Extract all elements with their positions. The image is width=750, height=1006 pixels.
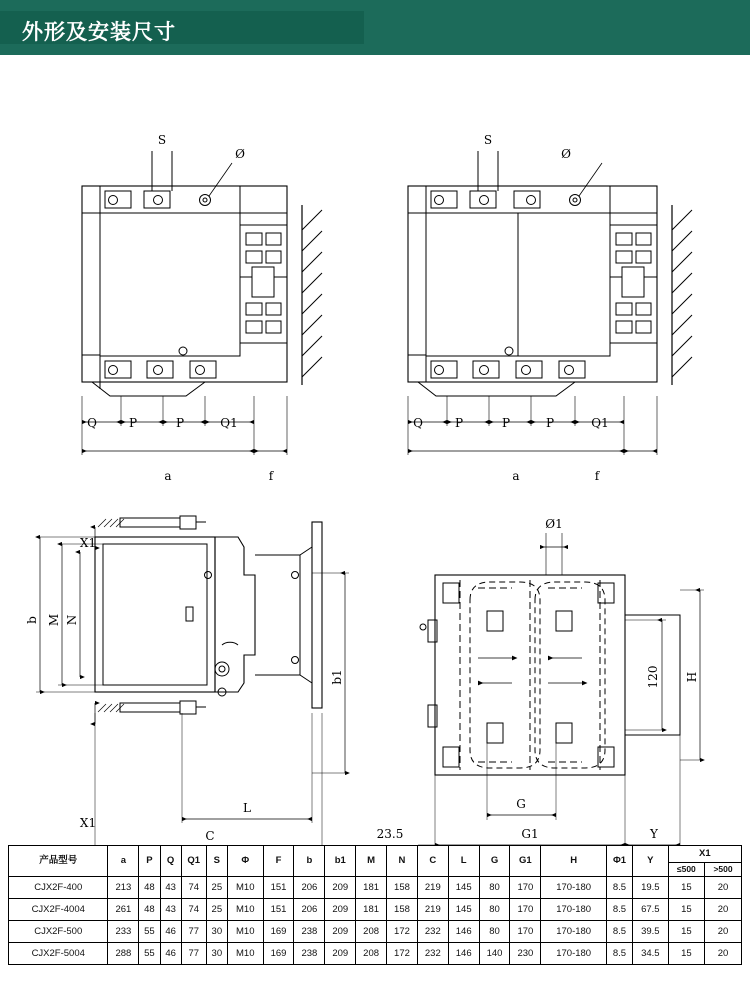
label-diameter-left: Ø bbox=[235, 147, 245, 161]
cell-X1-gt500: 20 bbox=[705, 877, 742, 899]
col-S: S bbox=[206, 846, 227, 877]
cell-phi: M10 bbox=[227, 877, 263, 899]
view-top-right bbox=[418, 533, 704, 845]
cell-G: 140 bbox=[479, 943, 510, 965]
cell-F: 169 bbox=[263, 921, 294, 943]
cell-C: 219 bbox=[417, 899, 448, 921]
page-header bbox=[0, 0, 750, 55]
col-phi: Φ bbox=[227, 846, 263, 877]
cell-H: 170-180 bbox=[541, 899, 607, 921]
label-Q-left: Q bbox=[87, 416, 97, 430]
cell-M: 208 bbox=[356, 921, 387, 943]
cell-X1-gt500: 20 bbox=[705, 921, 742, 943]
label-Y: Y bbox=[650, 827, 658, 841]
col-P: P bbox=[139, 846, 160, 877]
cell-L: 146 bbox=[448, 943, 479, 965]
cell-G: 80 bbox=[479, 921, 510, 943]
label-N: N bbox=[65, 614, 79, 626]
table-row bbox=[9, 943, 742, 965]
cell-X1-le500: 15 bbox=[668, 877, 704, 899]
cell-L: 145 bbox=[448, 877, 479, 899]
col-a: a bbox=[108, 846, 139, 877]
label-P-right-2: P bbox=[501, 416, 511, 430]
cell-N: 158 bbox=[387, 899, 418, 921]
cell-S: 30 bbox=[206, 943, 227, 965]
cell-Q: 46 bbox=[160, 921, 181, 943]
col-G1: G1 bbox=[510, 846, 541, 877]
cell-Q1: 77 bbox=[181, 943, 206, 965]
col-Q: Q bbox=[160, 846, 181, 877]
label-M: M bbox=[47, 613, 61, 627]
label-phi1: Ø1 bbox=[545, 517, 563, 531]
label-a-left: a bbox=[164, 469, 172, 483]
cell-phi1: 8.5 bbox=[606, 899, 632, 921]
table-row bbox=[9, 921, 742, 943]
cell-P: 48 bbox=[139, 899, 160, 921]
col-M: M bbox=[356, 846, 387, 877]
cell-b: 238 bbox=[294, 943, 325, 965]
cell-phi: M10 bbox=[227, 921, 263, 943]
cell-H: 170-180 bbox=[541, 921, 607, 943]
col-X1: X1 bbox=[668, 846, 741, 863]
col-C: C bbox=[417, 846, 448, 877]
cell-a: 213 bbox=[108, 877, 139, 899]
label-Q1-right: Q1 bbox=[591, 416, 609, 430]
cell-M: 181 bbox=[356, 899, 387, 921]
cell-b1: 209 bbox=[325, 943, 356, 965]
cell-H: 170-180 bbox=[541, 943, 607, 965]
col-Q1: Q1 bbox=[181, 846, 206, 877]
cell-b1: 209 bbox=[325, 877, 356, 899]
cell-M: 208 bbox=[356, 943, 387, 965]
technical-drawing bbox=[0, 55, 750, 845]
cell-S: 25 bbox=[206, 899, 227, 921]
label-S-right: S bbox=[483, 133, 493, 147]
cell-G1: 170 bbox=[510, 877, 541, 899]
label-b1: b1 bbox=[330, 669, 344, 685]
cell-G: 80 bbox=[479, 899, 510, 921]
cell-Q: 43 bbox=[160, 877, 181, 899]
cell-model: CJX2F-500 bbox=[9, 921, 108, 943]
view-front-right bbox=[408, 151, 692, 455]
cell-a: 233 bbox=[108, 921, 139, 943]
dimensions-table-wrap bbox=[8, 845, 742, 965]
col-phi1: Φ1 bbox=[606, 846, 632, 877]
cell-G1: 230 bbox=[510, 943, 541, 965]
col-X1-le500: ≤500 bbox=[668, 863, 704, 877]
label-C: C bbox=[205, 829, 215, 843]
cell-Q: 43 bbox=[160, 899, 181, 921]
cell-X1-le500: 15 bbox=[668, 921, 704, 943]
label-f-right: f bbox=[594, 469, 600, 483]
cell-N: 158 bbox=[387, 877, 418, 899]
cell-model: CJX2F-5004 bbox=[9, 943, 108, 965]
cell-P: 55 bbox=[139, 921, 160, 943]
cell-b1: 209 bbox=[325, 899, 356, 921]
col-b1: b1 bbox=[325, 846, 356, 877]
cell-model: CJX2F-400 bbox=[9, 877, 108, 899]
col-L: L bbox=[448, 846, 479, 877]
cell-M: 181 bbox=[356, 877, 387, 899]
dimensions-table bbox=[8, 845, 742, 965]
cell-Y: 19.5 bbox=[633, 877, 669, 899]
cell-Q1: 74 bbox=[181, 899, 206, 921]
cell-X1-gt500: 20 bbox=[705, 899, 742, 921]
label-Q-right: Q bbox=[413, 416, 423, 430]
label-Q1-left: Q1 bbox=[220, 416, 238, 430]
cell-Q1: 74 bbox=[181, 877, 206, 899]
label-P-left-1: P bbox=[128, 416, 138, 430]
cell-C: 219 bbox=[417, 877, 448, 899]
view-front-left bbox=[82, 151, 322, 455]
label-L: L bbox=[243, 801, 251, 815]
cell-a: 261 bbox=[108, 899, 139, 921]
col-F: F bbox=[263, 846, 294, 877]
label-G: G bbox=[516, 797, 526, 811]
cell-b: 206 bbox=[294, 899, 325, 921]
col-G: G bbox=[479, 846, 510, 877]
label-S-left: S bbox=[157, 133, 167, 147]
label-X1-top: X1 bbox=[79, 536, 97, 550]
label-diameter-right: Ø bbox=[561, 147, 571, 161]
label-H: H bbox=[685, 671, 699, 683]
label-P-right-1: P bbox=[454, 416, 464, 430]
cell-N: 172 bbox=[387, 921, 418, 943]
cell-C: 232 bbox=[417, 943, 448, 965]
cell-L: 145 bbox=[448, 899, 479, 921]
cell-F: 169 bbox=[263, 943, 294, 965]
col-b: b bbox=[294, 846, 325, 877]
cell-S: 30 bbox=[206, 921, 227, 943]
cell-P: 48 bbox=[139, 877, 160, 899]
label-235: 23.5 bbox=[376, 827, 404, 841]
label-P-left-2: P bbox=[175, 416, 185, 430]
label-X1-bottom: X1 bbox=[79, 816, 97, 830]
cell-F: 151 bbox=[263, 877, 294, 899]
col-H: H bbox=[541, 846, 607, 877]
cell-phi: M10 bbox=[227, 899, 263, 921]
table-row bbox=[9, 899, 742, 921]
cell-Y: 34.5 bbox=[633, 943, 669, 965]
cell-X1-le500: 15 bbox=[668, 899, 704, 921]
cell-phi1: 8.5 bbox=[606, 921, 632, 943]
cell-phi1: 8.5 bbox=[606, 943, 632, 965]
cell-S: 25 bbox=[206, 877, 227, 899]
cell-phi1: 8.5 bbox=[606, 877, 632, 899]
label-G1: G1 bbox=[521, 827, 539, 841]
col-model: 产品型号 bbox=[9, 846, 108, 877]
label-f-left: f bbox=[268, 469, 274, 483]
cell-b: 206 bbox=[294, 877, 325, 899]
cell-H: 170-180 bbox=[541, 877, 607, 899]
cell-Q: 46 bbox=[160, 943, 181, 965]
cell-model: CJX2F-4004 bbox=[9, 899, 108, 921]
col-Y: Y bbox=[633, 846, 669, 877]
cell-P: 55 bbox=[139, 943, 160, 965]
cell-N: 172 bbox=[387, 943, 418, 965]
col-N: N bbox=[387, 846, 418, 877]
label-120: 120 bbox=[646, 665, 660, 689]
cell-C: 232 bbox=[417, 921, 448, 943]
label-P-right-3: P bbox=[545, 416, 555, 430]
table-row bbox=[9, 877, 742, 899]
cell-phi: M10 bbox=[227, 943, 263, 965]
cell-F: 151 bbox=[263, 899, 294, 921]
col-X1-gt500: >500 bbox=[705, 863, 742, 877]
cell-a: 288 bbox=[108, 943, 139, 965]
cell-L: 146 bbox=[448, 921, 479, 943]
cell-G: 80 bbox=[479, 877, 510, 899]
view-side-left bbox=[36, 516, 349, 845]
cell-b1: 209 bbox=[325, 921, 356, 943]
table-header-row-1 bbox=[9, 846, 742, 863]
cell-Y: 39.5 bbox=[633, 921, 669, 943]
cell-G1: 170 bbox=[510, 921, 541, 943]
label-a-right: a bbox=[512, 469, 520, 483]
cell-Q1: 77 bbox=[181, 921, 206, 943]
cell-Y: 67.5 bbox=[633, 899, 669, 921]
cell-X1-gt500: 20 bbox=[705, 943, 742, 965]
cell-X1-le500: 15 bbox=[668, 943, 704, 965]
cell-G1: 170 bbox=[510, 899, 541, 921]
label-b: b bbox=[25, 616, 39, 624]
cell-b: 238 bbox=[294, 921, 325, 943]
page-title: 外形及安装尺寸 bbox=[22, 20, 176, 44]
